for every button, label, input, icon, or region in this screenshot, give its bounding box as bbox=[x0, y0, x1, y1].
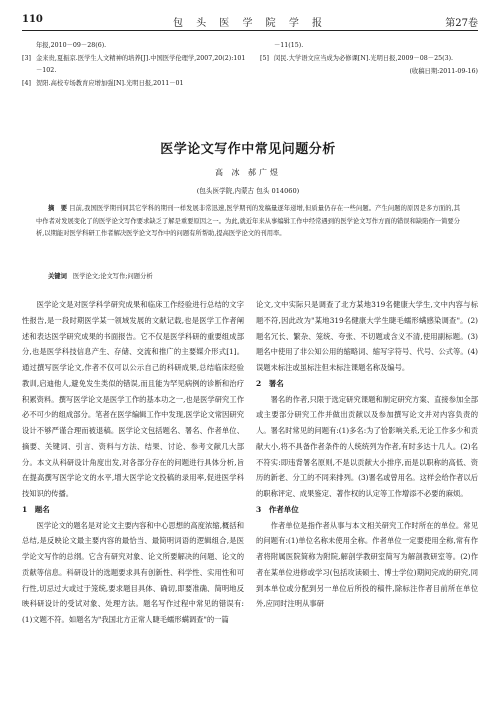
reference-item: 年报,2010－09－28(6). bbox=[36, 42, 107, 49]
section-paragraph: 医学论文的题名是对论文主要内容和中心思想的高度浓缩,概括和总结,是反映论文最主要内容的最恰当、最简明词语的逻辑组合,是医学论文写作的总纲。它含有研究对象、论文所要解决的问题、论文的贡献等信息。科研设计的选题要求具有创新性、科学性、实用性和可行性,切忌过大或过于笼统,要求题目具体、确切,即要准确、简明地反映科研设计的受试对象、处理方法。题名写作过程中常见的错误有:(1)文题不符。如题名为"我国北方正常人睫毛蠕形螨调查"的一篇 bbox=[22, 520, 244, 624]
abstract-text: 目前,我国医学期刊同其它学科的期刊一样发展非常迅速,医学期刊的发稿量逐年递增,但质量仍存在一些问题。产生问题的原因是多方面的,其中作者对发展变化了的医学论文写作要求缺乏了解是重要原因之一。为此,就近年来从事编辑工作中经常遇到的医学论文写作方面的错误和缺陷作一简要分析,以期能对医学科研工作者解决医学论文写作中的问题有所帮助,提高医学论文的刊用率。 bbox=[36, 205, 461, 238]
section-paragraph: 署名的作者,只限于选定研究课题和制定研究方案、直接参加全部或主要部分研究工作并做出贡献以及参加撰写论文并对内容负责的人。署名时常见的问题有:(1)多名:为了恰影响关系,无论工作多少和贡献大小,将不具备作者条件的人统统列为作者,有时多达十几人。(2)名不符实:即违背署名原则,不是以贡献大小排序,而是以职称的高低、资历的新老、分工的不同来排列。(3)署名或曾用名。这样会给作者以后的职称评定、成果鉴定、著作权的认定等工作增添不必要的麻烦。 bbox=[256, 394, 478, 498]
reference-item: [3] 金来贵,夏振京.医学生人文精神的培养[J].中国医学伦理学,2007,20(2):101－102. bbox=[22, 54, 246, 75]
received-date: (收稿日期:2011-09-16) bbox=[409, 68, 478, 76]
section-heading-authorship: 2 署名 bbox=[256, 378, 284, 388]
header-rule bbox=[22, 30, 478, 31]
keywords bbox=[48, 271, 460, 283]
author-affiliation: (包头医学院,内蒙古 包头 014060) bbox=[196, 187, 300, 195]
volume-label: 第27卷 bbox=[445, 18, 478, 29]
references-left bbox=[22, 40, 250, 90]
section-paragraph: 作者单位是指作者从事与本文相关研究工作时所在的单位。常见的问题有:(1)单位名称未使用全称。作者单位一定要使用全称,常有作者将附属医院简称为附院,解剖学教研室简写为解剖教研室等。(2)作者在某单位进修或学习(包括攻读硕士、博士学位)期间完成的研究,同到本单位或分配到另一单位后所投的稿件,除标注作者目前所在单位外,应同时注明从事研 bbox=[256, 520, 478, 609]
section-heading-affiliation: 3 作者单位 bbox=[256, 504, 299, 514]
keywords-text: 医学论文;论文写作;问题分析 bbox=[72, 273, 153, 280]
body-column-right bbox=[256, 297, 478, 612]
intro-paragraph: 医学论文是对医学科学研究成果和临床工作经验进行总结的文字性报告,是一段时期医学某一领域发展的文献记载,也是医学工作者阐述和表达医学研究成果的书面报告。它不仅是医学科研的重要组成部分,也是医学科技信息产生、存储、交流和推广的主要媒介形式[1]。通过撰写医学论文,作者不仅可以公示自己的科研成果,总结临床经验教训,启迪他人,避免发生类似的错误,而且能为罕见病例的诊断和治疗积累资料。撰写医学论文是医学工作的基本功之一,也是医学研究工作必不可少的组成部分。笔者在医学编辑工作中发现,医学论文常因研究设计不够严谨合理而被退稿。医学论文包括题名、署名、作者单位、摘要、关键词、引言、资料与方法、结果、讨论、参考文献几大部分。本文从科研设计角度出发,对各部分存在的问题进行具体分析,旨在提高撰写医学论文的水平,增大医学论文投稿的录用率,促进医学科技知识的传播。 bbox=[22, 300, 244, 498]
reference-item: [4] 贺阳.高校专场教育应增加强[N].光明日报,2011－01 bbox=[22, 79, 184, 87]
running-header bbox=[22, 14, 478, 30]
references-right bbox=[260, 40, 478, 79]
body-column-left bbox=[22, 297, 244, 628]
continued-paragraph: 论文,文中实际只是调查了北方某地319名健康大学生,文中内容与标题不符,因此改为"某地319名健康大学生睫毛蠕形螨感染调查"。(2)题名冗长、繁杂、笼统、夸张、不切题或含义不清,使用副标题。(3)题名中使用了非公知公用的缩略词、缩写字符号、代号、公式等。(4)误题未标注或虽标注但未标注课题名称及编号。 bbox=[256, 300, 478, 372]
abstract bbox=[36, 203, 460, 241]
reference-item: [5] 闵民.大学语文应当成为必修课[N].光明日报,2009－08－25(3). bbox=[260, 54, 454, 62]
article-title: 医学论文写作中常见问题分析 bbox=[160, 142, 336, 157]
abstract-label: 摘 要 bbox=[48, 205, 68, 212]
keywords-label: 关键词 bbox=[48, 273, 67, 280]
page-number: 110 bbox=[22, 14, 43, 25]
article-authors: 高 冰 郝广煜 bbox=[214, 168, 282, 177]
journal-name: 包 头 医 学 院 学 报 bbox=[172, 18, 328, 29]
section-heading-title: 1 题名 bbox=[22, 504, 50, 514]
reference-item: －11(15). bbox=[274, 42, 304, 49]
